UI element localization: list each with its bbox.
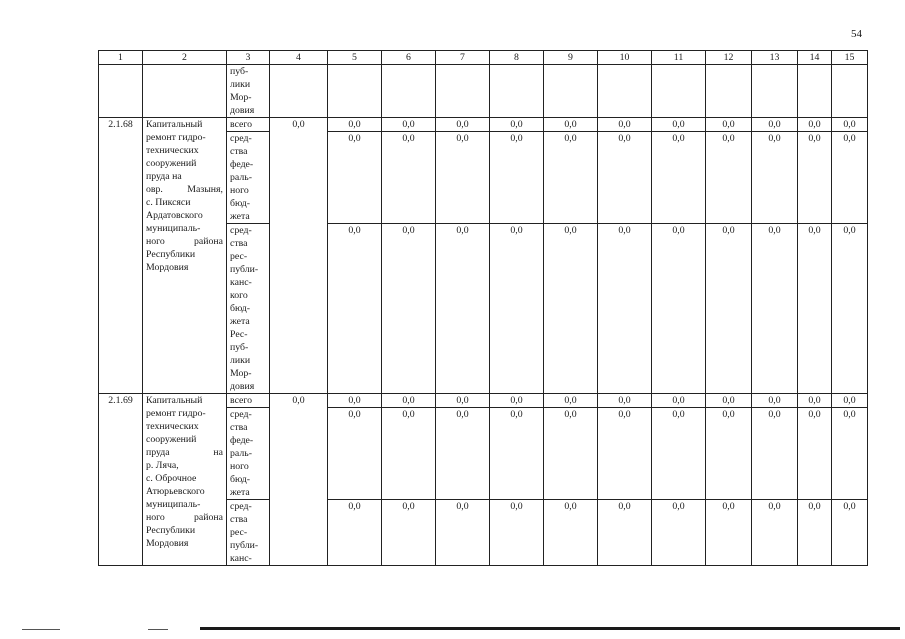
value-cell [652, 118, 706, 132]
value: 0,0 [843, 395, 856, 406]
value: 0,0 [510, 119, 523, 130]
item-name-line: ного района [146, 236, 223, 247]
funding-source-cell [227, 394, 270, 408]
value: 0,0 [808, 119, 821, 130]
continuation-row [99, 65, 868, 118]
item-name-line: с. Пиксяси [146, 197, 191, 208]
value-cell [490, 132, 544, 224]
value-cell [832, 500, 868, 566]
item-name-line: Атюрьевского [146, 486, 205, 497]
column-header: 4 [270, 51, 328, 65]
value-cell [752, 394, 798, 408]
value-cell [382, 224, 436, 394]
value-cell [706, 394, 752, 408]
value: 0,0 [564, 225, 577, 236]
funding-source-line: сред- [230, 225, 252, 236]
item-name-line: овр. Мазыня, [146, 184, 223, 195]
table-cell [143, 65, 227, 118]
column-header: 15 [832, 51, 868, 65]
value-cell [598, 408, 652, 500]
value: 0,0 [456, 225, 469, 236]
funding-source-line: ства [230, 514, 248, 525]
value-cell [382, 500, 436, 566]
value: 0,0 [768, 501, 781, 512]
funding-source-line: пуб- [230, 342, 249, 353]
table-cell [436, 65, 490, 118]
column-header: 2 [143, 51, 227, 65]
table-cell [99, 65, 143, 118]
funding-source-line: сред- [230, 501, 252, 512]
value-cell [652, 394, 706, 408]
funding-source-line: ства [230, 238, 248, 249]
value-cell [706, 132, 752, 224]
item-name-line: технических [146, 421, 199, 432]
item-name-line: ремонт гидро- [146, 132, 206, 143]
value-cell [798, 408, 832, 500]
value: 0,0 [348, 133, 361, 144]
item-name-line: Республики [146, 525, 196, 536]
funding-source-line: ства [230, 146, 248, 157]
funding-source-line: пуб- [230, 66, 249, 77]
value: 0,0 [402, 133, 415, 144]
item-code: 2.1.68 [108, 119, 133, 130]
funding-source-cell [227, 408, 270, 500]
funding-source-line: жета [230, 487, 250, 498]
value: 0,0 [456, 133, 469, 144]
funding-source-line: канс- [230, 553, 252, 564]
item-name-line: пруда на [146, 171, 182, 182]
item-name-line: с. Оброчное [146, 473, 197, 484]
value-cell [382, 132, 436, 224]
value: 0,0 [843, 225, 856, 236]
funding-source-line: жета [230, 316, 250, 327]
value: 0,0 [510, 409, 523, 420]
funding-source-line: всего [230, 119, 253, 130]
funding-source-line: публи- [230, 264, 259, 275]
value-cell [490, 500, 544, 566]
value-cell [490, 224, 544, 394]
table-cell [798, 65, 832, 118]
funding-source-line: лики [230, 79, 251, 90]
funding-source-line: канс- [230, 277, 252, 288]
value-cell [752, 132, 798, 224]
column-header: 3 [227, 51, 270, 65]
value-cell [798, 394, 832, 408]
value-cell [544, 500, 598, 566]
value: 0,0 [564, 501, 577, 512]
value-cell [752, 500, 798, 566]
column-header: 8 [490, 51, 544, 65]
funding-source-cell [227, 224, 270, 394]
value: 0,0 [456, 119, 469, 130]
funding-source-line: феде- [230, 159, 254, 170]
value-cell [382, 118, 436, 132]
funding-source-cell [227, 118, 270, 132]
table-cell [270, 65, 328, 118]
value-cell [328, 224, 382, 394]
column-header: 6 [382, 51, 436, 65]
value-cell [706, 118, 752, 132]
value: 0,0 [564, 133, 577, 144]
value: 0,0 [672, 119, 685, 130]
value: 0,0 [843, 409, 856, 420]
value: 0,0 [618, 409, 631, 420]
value-cell [436, 224, 490, 394]
value: 0,0 [808, 225, 821, 236]
item-name-line: пруда на [146, 447, 223, 458]
value-cell [544, 224, 598, 394]
value: 0,0 [348, 395, 361, 406]
value: 0,0 [722, 119, 735, 130]
item-name-line: ного района [146, 512, 223, 523]
column-header: 1 [99, 51, 143, 65]
value: 0,0 [510, 501, 523, 512]
item-name-line: Капитальный [146, 395, 203, 406]
value: 0,0 [672, 501, 685, 512]
table-cell [544, 65, 598, 118]
funding-source-line: рес- [230, 251, 248, 262]
value: 0,0 [808, 133, 821, 144]
value-cell [382, 394, 436, 408]
budget-table [98, 50, 868, 566]
value-cell [544, 132, 598, 224]
value: 0,0 [618, 395, 631, 406]
value-cell [490, 118, 544, 132]
value-cell [798, 224, 832, 394]
item-name-line: муниципаль- [146, 223, 201, 234]
value: 0,0 [348, 119, 361, 130]
column-header: 5 [328, 51, 382, 65]
scan-edge-bar [200, 627, 900, 630]
funding-source-line: сред- [230, 409, 252, 420]
value-cell [436, 118, 490, 132]
value-cell [752, 224, 798, 394]
value: 0,0 [564, 119, 577, 130]
value-cell [652, 132, 706, 224]
item-name-line: Мордовия [146, 538, 189, 549]
table-cell [832, 65, 868, 118]
funding-source-line: лики [230, 355, 251, 366]
funding-source-line: бюд- [230, 198, 251, 209]
funding-source-line: публи- [230, 540, 259, 551]
funding-source-line: бюд- [230, 303, 251, 314]
value: 0,0 [348, 409, 361, 420]
funding-source-line: довия [230, 381, 255, 392]
value: 0,0 [722, 395, 735, 406]
value: 0,0 [510, 133, 523, 144]
funding-source-line: раль- [230, 448, 252, 459]
table-cell [382, 65, 436, 118]
table-body [99, 51, 868, 566]
value-cell [752, 118, 798, 132]
value-cell [706, 408, 752, 500]
value-cell [752, 408, 798, 500]
value-cell [436, 394, 490, 408]
scan-mark [22, 629, 60, 630]
table-cell [752, 65, 798, 118]
item-name-line: сооружений [146, 158, 197, 169]
value-cell [328, 394, 382, 408]
value: 0,0 [672, 133, 685, 144]
value-cell [328, 132, 382, 224]
value-cell [706, 500, 752, 566]
item-name-cell [143, 394, 227, 566]
value-cell [798, 118, 832, 132]
value: 0,0 [456, 501, 469, 512]
value-cell [652, 224, 706, 394]
value: 0,0 [768, 133, 781, 144]
funding-source-line: Рес- [230, 329, 248, 340]
value-cell [598, 132, 652, 224]
value: 0,0 [843, 501, 856, 512]
value-cell [832, 132, 868, 224]
value-cell [598, 118, 652, 132]
value-cell [652, 408, 706, 500]
value: 0,0 [768, 225, 781, 236]
value-cell [328, 118, 382, 132]
funding-source-line: раль- [230, 172, 252, 183]
value: 0,0 [768, 409, 781, 420]
value: 0,0 [808, 395, 821, 406]
item-code: 2.1.69 [108, 395, 133, 406]
value: 0,0 [348, 501, 361, 512]
value: 0,0 [564, 395, 577, 406]
value: 0,0 [672, 225, 685, 236]
value-cell [598, 500, 652, 566]
value-cell [328, 500, 382, 566]
value: 0,0 [618, 119, 631, 130]
value-cell [544, 408, 598, 500]
value: 0,0 [510, 395, 523, 406]
funding-source-cell [227, 65, 270, 118]
value-cell [382, 408, 436, 500]
value-cell [798, 132, 832, 224]
value: 0,0 [808, 409, 821, 420]
item-name-line: р. Ляча, [146, 460, 179, 471]
value: 0,0 [402, 409, 415, 420]
value: 0,0 [768, 395, 781, 406]
column-header: 13 [752, 51, 798, 65]
value: 0,0 [768, 119, 781, 130]
item-name-line: сооружений [146, 434, 197, 445]
value: 0,0 [402, 395, 415, 406]
total-value: 0,0 [292, 119, 305, 130]
value: 0,0 [618, 133, 631, 144]
value: 0,0 [618, 501, 631, 512]
page-number: 54 [851, 28, 862, 40]
value-cell [832, 224, 868, 394]
table-cell [598, 65, 652, 118]
value-cell [798, 500, 832, 566]
value: 0,0 [722, 225, 735, 236]
funding-source-cell [227, 500, 270, 566]
funding-source-line: Мор- [230, 92, 252, 103]
funding-source-line: феде- [230, 435, 254, 446]
funding-source-line: ного [230, 185, 249, 196]
value-cell [706, 224, 752, 394]
value-cell [598, 394, 652, 408]
funding-source-line: довия [230, 105, 255, 116]
value-cell [436, 500, 490, 566]
value: 0,0 [618, 225, 631, 236]
total-value-cell [270, 394, 328, 566]
column-header: 14 [798, 51, 832, 65]
total-value: 0,0 [292, 395, 305, 406]
value: 0,0 [402, 225, 415, 236]
item-name-line: ремонт гидро- [146, 408, 206, 419]
table-cell [706, 65, 752, 118]
item-name-line: Капитальный [146, 119, 203, 130]
value-cell [544, 394, 598, 408]
value-cell [436, 408, 490, 500]
value: 0,0 [402, 119, 415, 130]
value: 0,0 [456, 395, 469, 406]
scan-mark [148, 629, 168, 630]
item-name-line: технических [146, 145, 199, 156]
item-code-cell [99, 118, 143, 394]
column-header: 11 [652, 51, 706, 65]
value-cell [832, 118, 868, 132]
table-cell [490, 65, 544, 118]
table-cell [652, 65, 706, 118]
funding-source-line: Мор- [230, 368, 252, 379]
value-cell [490, 394, 544, 408]
funding-source-line: бюд- [230, 474, 251, 485]
funding-source-cell [227, 132, 270, 224]
value-cell [328, 408, 382, 500]
column-header: 12 [706, 51, 752, 65]
column-header: 10 [598, 51, 652, 65]
value: 0,0 [456, 409, 469, 420]
funding-source-line: жета [230, 211, 250, 222]
value-cell [490, 408, 544, 500]
item-name-cell [143, 118, 227, 394]
value-cell [544, 118, 598, 132]
value: 0,0 [672, 395, 685, 406]
value: 0,0 [843, 119, 856, 130]
value: 0,0 [564, 409, 577, 420]
value: 0,0 [510, 225, 523, 236]
item-name-line: Мордовия [146, 262, 189, 273]
value: 0,0 [843, 133, 856, 144]
value-cell [832, 408, 868, 500]
value-cell [832, 394, 868, 408]
item-name-line: Ардатовского [146, 210, 203, 221]
column-header: 9 [544, 51, 598, 65]
item-code-cell [99, 394, 143, 566]
value: 0,0 [402, 501, 415, 512]
funding-source-line: всего [230, 395, 253, 406]
value: 0,0 [808, 501, 821, 512]
value-cell [652, 500, 706, 566]
value: 0,0 [722, 133, 735, 144]
total-value-cell [270, 118, 328, 394]
item-name-line: Республики [146, 249, 196, 260]
funding-source-line: сред- [230, 133, 252, 144]
funding-source-line: ства [230, 422, 248, 433]
value: 0,0 [672, 409, 685, 420]
funding-source-line: рес- [230, 527, 248, 538]
item-name-line: муниципаль- [146, 499, 201, 510]
column-header: 7 [436, 51, 490, 65]
funding-source-line: ного [230, 461, 249, 472]
table-row [99, 394, 868, 408]
value: 0,0 [348, 225, 361, 236]
funding-source-line: кого [230, 290, 248, 301]
column-header-row [99, 51, 868, 65]
value: 0,0 [722, 409, 735, 420]
value-cell [598, 224, 652, 394]
value-cell [436, 132, 490, 224]
value: 0,0 [722, 501, 735, 512]
table-row [99, 118, 868, 132]
table-cell [328, 65, 382, 118]
